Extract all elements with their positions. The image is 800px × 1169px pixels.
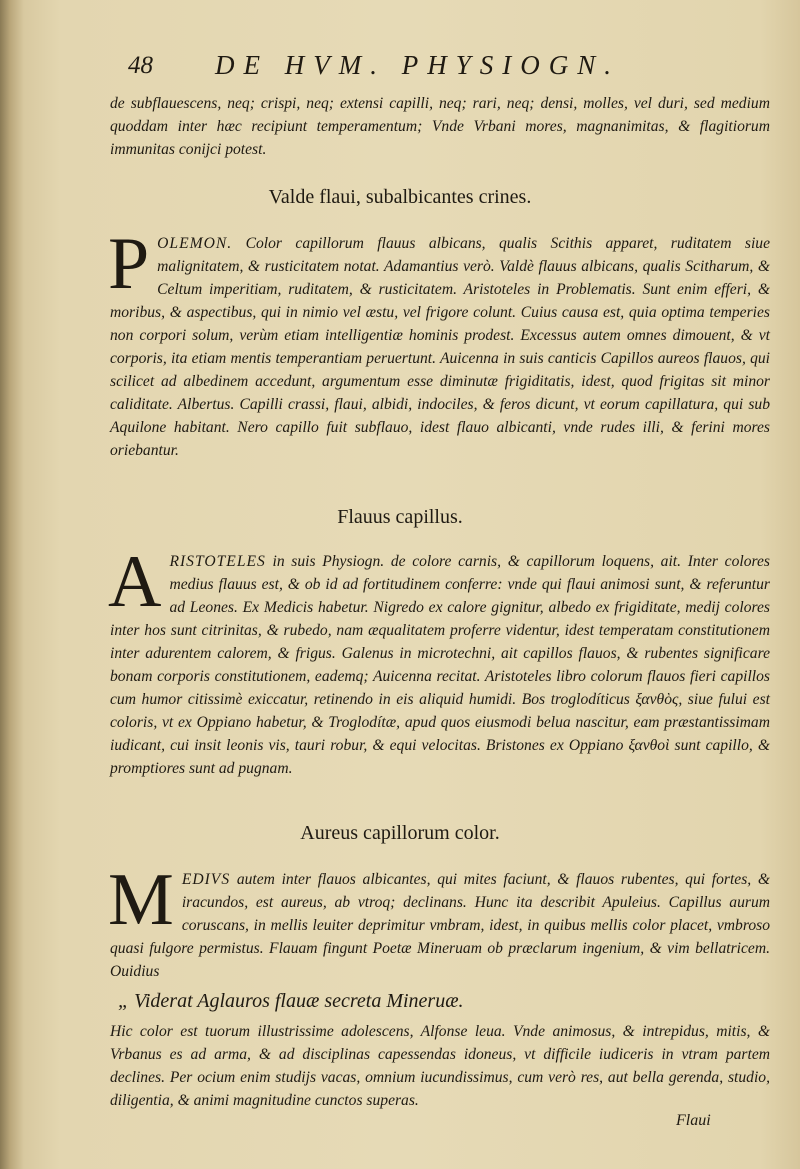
catchword: Flaui	[676, 1112, 711, 1129]
dropcap-a: A	[108, 541, 162, 623]
section-paragraph-medius	[108, 859, 770, 983]
paragraph-text: Color capillorum flauus albicans, qualis Scithis apparet, ruditatem siue malignitatem, & rusticitatem notat. Adamantius verò. Valdè flauus albicans, qualis Scitharum, & Celtum imperitiam, ruditatem, & rusticitatem. Aristoteles in Problematis. Sunt enim efferi, & moribus, & aspectibus, qui in nimio vel æstu, vel frigore colunt. Cuius causa est, quia optima temperies non corpori solum, verùm etiam intelligentiæ hominis prodest. Excessus autem omnes dimouent, & vt corporis, ita etiam mentis temperantiam peruertunt. Auicenna in suis canticis Capillos aureos flauos, qui scilicet ad albedinem accedunt, argumentum esse diminutæ frigiditatis, idest, quod frigitas sit minor caliditate. Albertus. Capilli crassi, flaui, albidi, indociles, & feros dicunt, vt eorum capillatura, qui sub Aquilone habitant. Nero capillo fuit subflauo, idest flauo albicanti, vnde rudes illi, & ferini mores oriebantur.	[110, 235, 770, 459]
closing-paragraph: Hic color est tuorum illustrissime adolescens, Alfonse leua. Vnde animosus, & intrepidus, mitis, & Vrbanus es ad arma, & ad disciplinas capessendas idoneus, vt difficile iudiceris in vtram partem declines. Per ocium enim studijs vacas, omnium iucundissimus, cum verò res, aut bella gerenda, studio, diligentia, & animi magnitudine cunctos superas.	[110, 1023, 770, 1109]
section-heading-flauus: Flauus capillus.	[337, 506, 463, 528]
page-number: 48	[128, 52, 153, 79]
lead-word-polemon: OLEMON.	[157, 235, 233, 252]
section-paragraph-aristoteles	[108, 541, 770, 780]
paragraph-text: in suis Physiogn. de colore carnis, & capillorum loquens, ait. Inter colores medius flauus est, & ob id ad fortitudinem conferre: vnde qui flaui animosi sunt, & referuntur ad Leones. Ex Medicis habetur. Nigredo ex calore gignitur, albedo ex frigiditate, medij colores inter hos sunt citrinitas, & rubedo, nam æqualitatem proferre videntur, idest temperatam constitutionem inter adurentem calorem, & frigus. Galenus in microtechni, ait capillos flauos, & rubentes significare bonam corporis constitutionem, eademq; Auicenna recitat. Aristoteles libro colorum flauos fieri capillos cum humor citissimè exiccatur, retinendo in eis aliquid humidi. Bos troglodíticus ξανθὸς, siue fului est coloris, vt ex Oppiano habetur, & Troglodítæ, apud quos eiusmodi belua nascitur, eam præstantissimam iudicant, cui insit leonis vis, tauri robur, & equi velocitas. Bristones ex Oppiano ξανθοὶ sunt capillo, & promptiores sunt ad pugnam.	[110, 553, 770, 777]
section-paragraph-polemon	[108, 223, 770, 462]
running-header: DE HVM. PHYSIOGN.	[215, 50, 620, 80]
verse-quote: „ Viderat Aglauros flauæ secreta Mineruæ.	[118, 990, 464, 1012]
dropcap-p: P	[108, 223, 150, 305]
section-heading-aureus: Aureus capillorum color.	[300, 822, 500, 844]
dropcap-m: M	[108, 859, 174, 941]
lead-word-medius: EDIVS	[181, 871, 231, 888]
lead-word-aristoteles: RISTOTELES	[169, 553, 266, 570]
paragraph-text: autem inter flauos albicantes, qui mites faciunt, & flauos rubentes, qui fortes, & iracundos, est aureus, ab vtroq; declinans. Hunc ita describit Apuleius. Capillus aurum coruscans, in mellis leuiter deprimitur vmbram, idest, in quibus mellis color placet, vmbroso quasi fulgore permistus. Flauam fingunt Poetæ Mineruam ob præclarum ingenium, & vim bellatricem. Ouidius	[110, 871, 770, 980]
intro-paragraph: de subflauescens, neq; crispi, neq; extensi capilli, neq; rari, neq; densi, molles, vel duri, sed medium quoddam inter hæc recipiunt temperamentum; Vnde Vrbani mores, magnanimitas, & flagitiorum immunitas conijci potest.	[110, 95, 770, 158]
section-heading-valde-flaui: Valde flaui, subalbicantes crines.	[268, 186, 532, 208]
